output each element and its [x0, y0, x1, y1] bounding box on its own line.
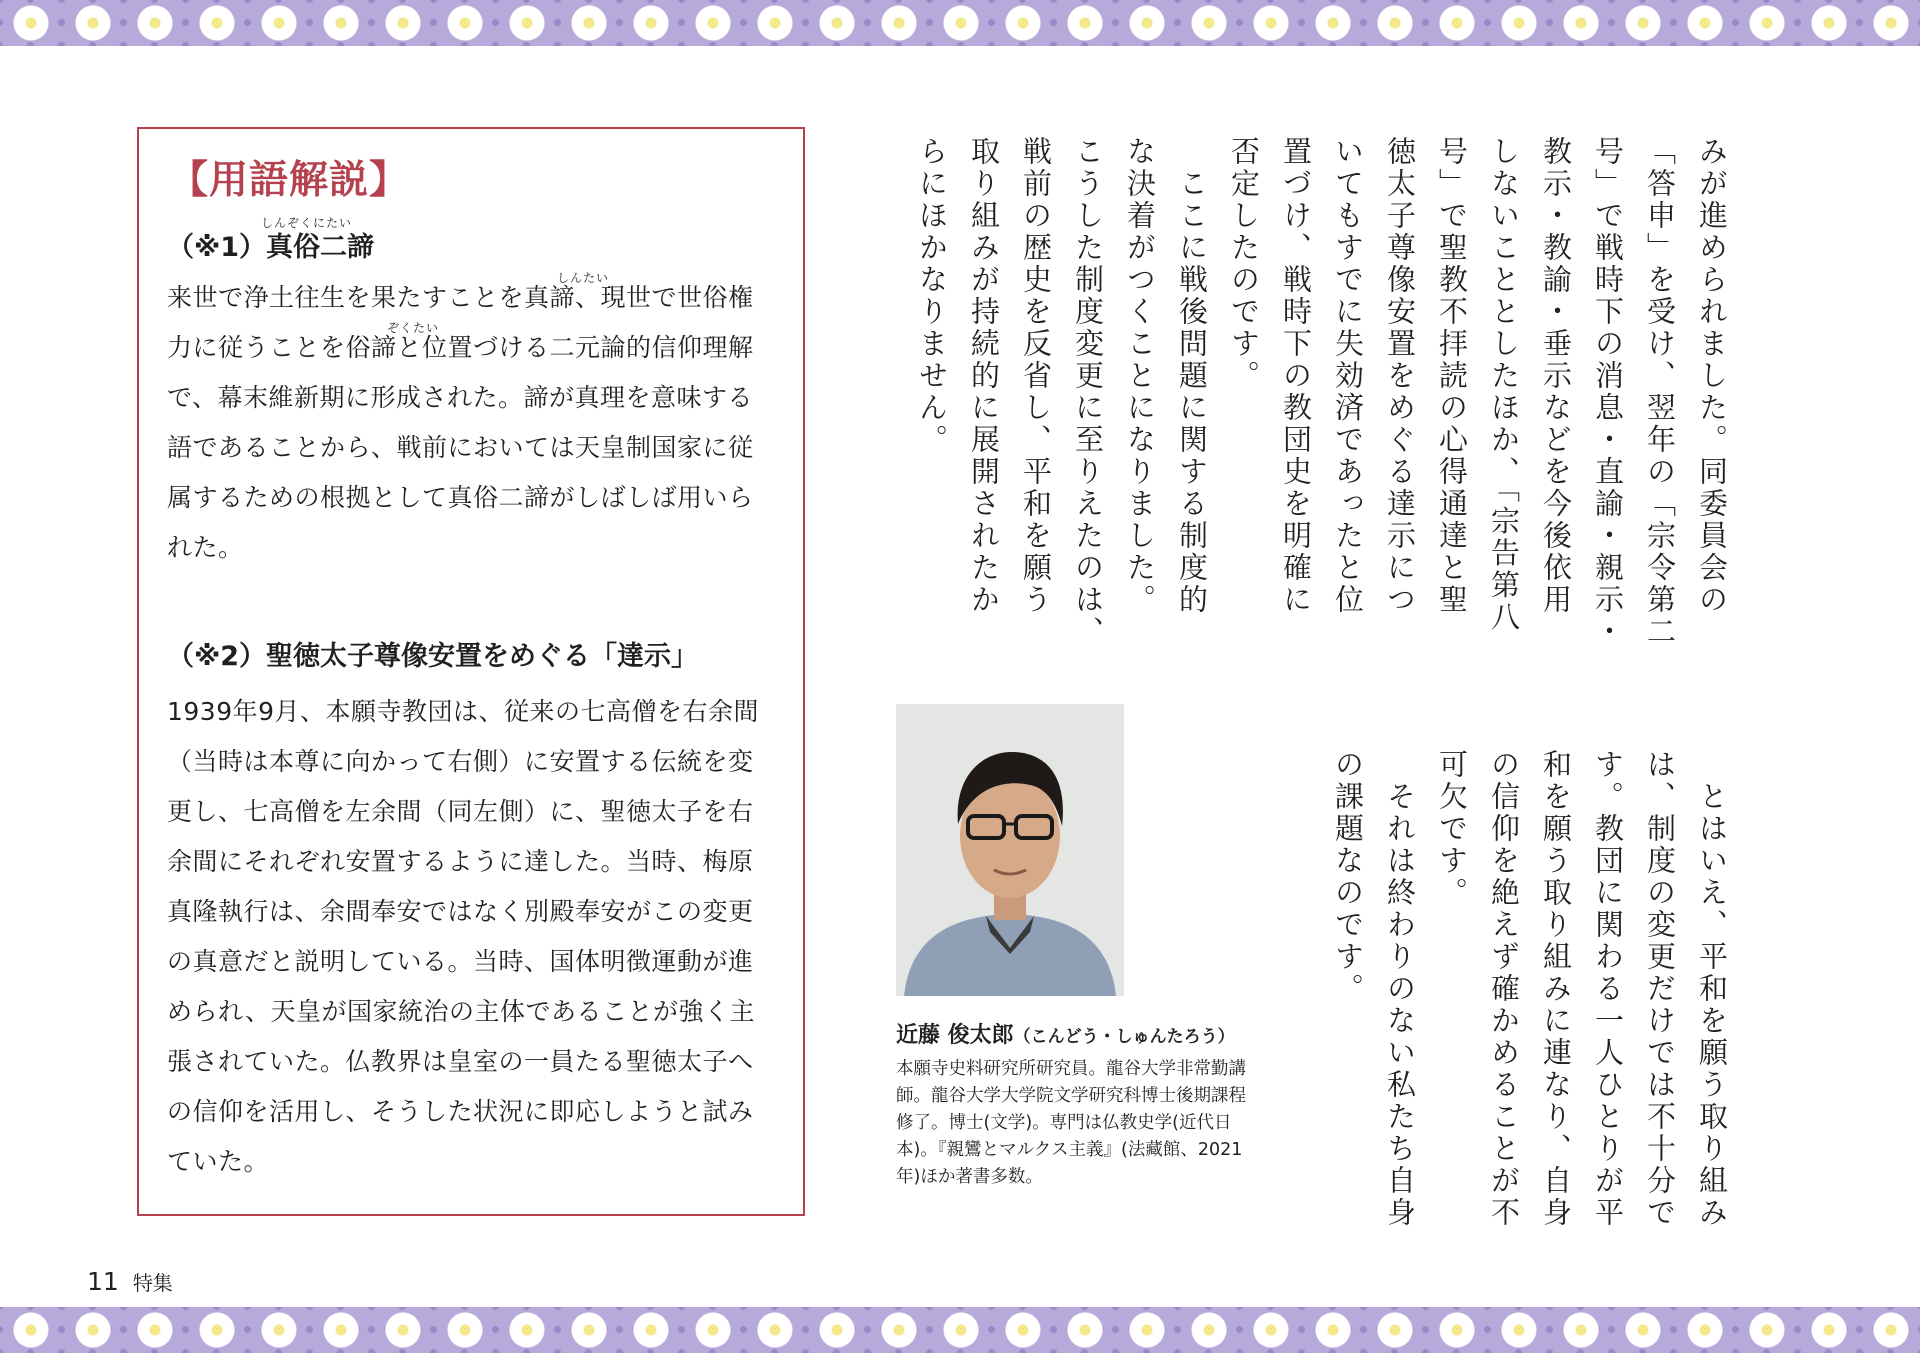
- author-bio: 本願寺史料研究所研究員。龍谷大学非常勤講師。龍谷大学大学院文学研究科博士後期課程修了。博士(文学)。専門は仏教史学(近代日本)。『親鸞とマルクス主義』(法藏館、2021年)ほか著書多数。: [896, 1059, 1246, 1187]
- term-2-body: 1939年9月、本願寺教団は、従来の七高僧を右余間（当時は本尊に向かって右側）に安置する伝統を変更し、七高僧を左余間（同左側）に、聖徳太子を右余間にそれぞれ安置するように達した。当時、梅原真隆執行は、余間奉安ではなく別殿奉安がこの変更の真意だと説明している。当時、国体明徴運動が進められ、天皇が国家統治の主体であることが強く主張されていた。仏教界は皇室の一員たる聖徳太子への信仰を活用し、そうした状況に即応しようと試みていた。: [167, 697, 760, 1176]
- ruby-shintai: しんたい: [557, 271, 610, 285]
- glossary-box: [137, 127, 805, 1216]
- page-footer: [87, 1267, 173, 1296]
- term-1-title: （※1）真俗二諦: [167, 232, 375, 263]
- term-2-title: （※2）聖徳太子尊像安置をめぐる「達示」: [167, 641, 699, 672]
- decorative-floral-band-top: [0, 0, 1920, 46]
- article-text-upper: みが進められました。同委員会の 「答申」を受け、翌年の「宗令第二 号」で戦時下の消息・直諭・親示・ 教示・教諭・垂示などを今後依用 しないこととしたほか、「宗告第八 号」で聖教不拝読の心得通達と聖 徳太子尊像安置をめぐる達示につ いてもすでに失効済であったと位 置づけ、戦時下の教団史を明確に 否定したのです。 ここに戦後問題に関する制度的 な決着がつくことになりました。 こうした制度変更に至りえたのは、 戦前の歴史を反省し、平和を願う 取り組みが持続的に展開されたか らにほかなりません。: [915, 136, 1729, 648]
- article-text-lower: とはいえ、平和を願う取り組み は、制度の変更だけでは不十分で す。教団に関わる一人ひとりが平 和を願う取り組みに連なり、自身 の信仰を絶えず確かめることが不 可欠です。 それは終わりのない私たち自身 の課題なのです。: [1331, 749, 1729, 1229]
- author-portrait-photo: [896, 704, 1124, 996]
- author-name-text: 近藤 俊太郎: [896, 1023, 1014, 1048]
- author-name-reading: （こんどう・しゅんたろう）: [1013, 1027, 1235, 1047]
- author-name: [896, 1018, 1235, 1049]
- decorative-floral-band-bottom: [0, 1307, 1920, 1353]
- term-1-body: 来世で浄土往生を果たすことを真諦、現世で世俗権力に従うことを俗諦と位置づける二元論的信仰理解で、幕末維新期に形成された。諦が真理を意味する語であることから、戦前においては天皇制国家に従属するための根拠として真俗二諦がしばしば用いられた。: [167, 283, 754, 562]
- section-label: 特集: [132, 1271, 173, 1295]
- ruby-zokutai: ぞくたい: [387, 321, 440, 335]
- page-number: 11: [87, 1267, 119, 1296]
- glossary-heading: 【用語解説】: [169, 157, 410, 203]
- ruby-shinzokunitai: しんぞくにたい: [261, 216, 353, 230]
